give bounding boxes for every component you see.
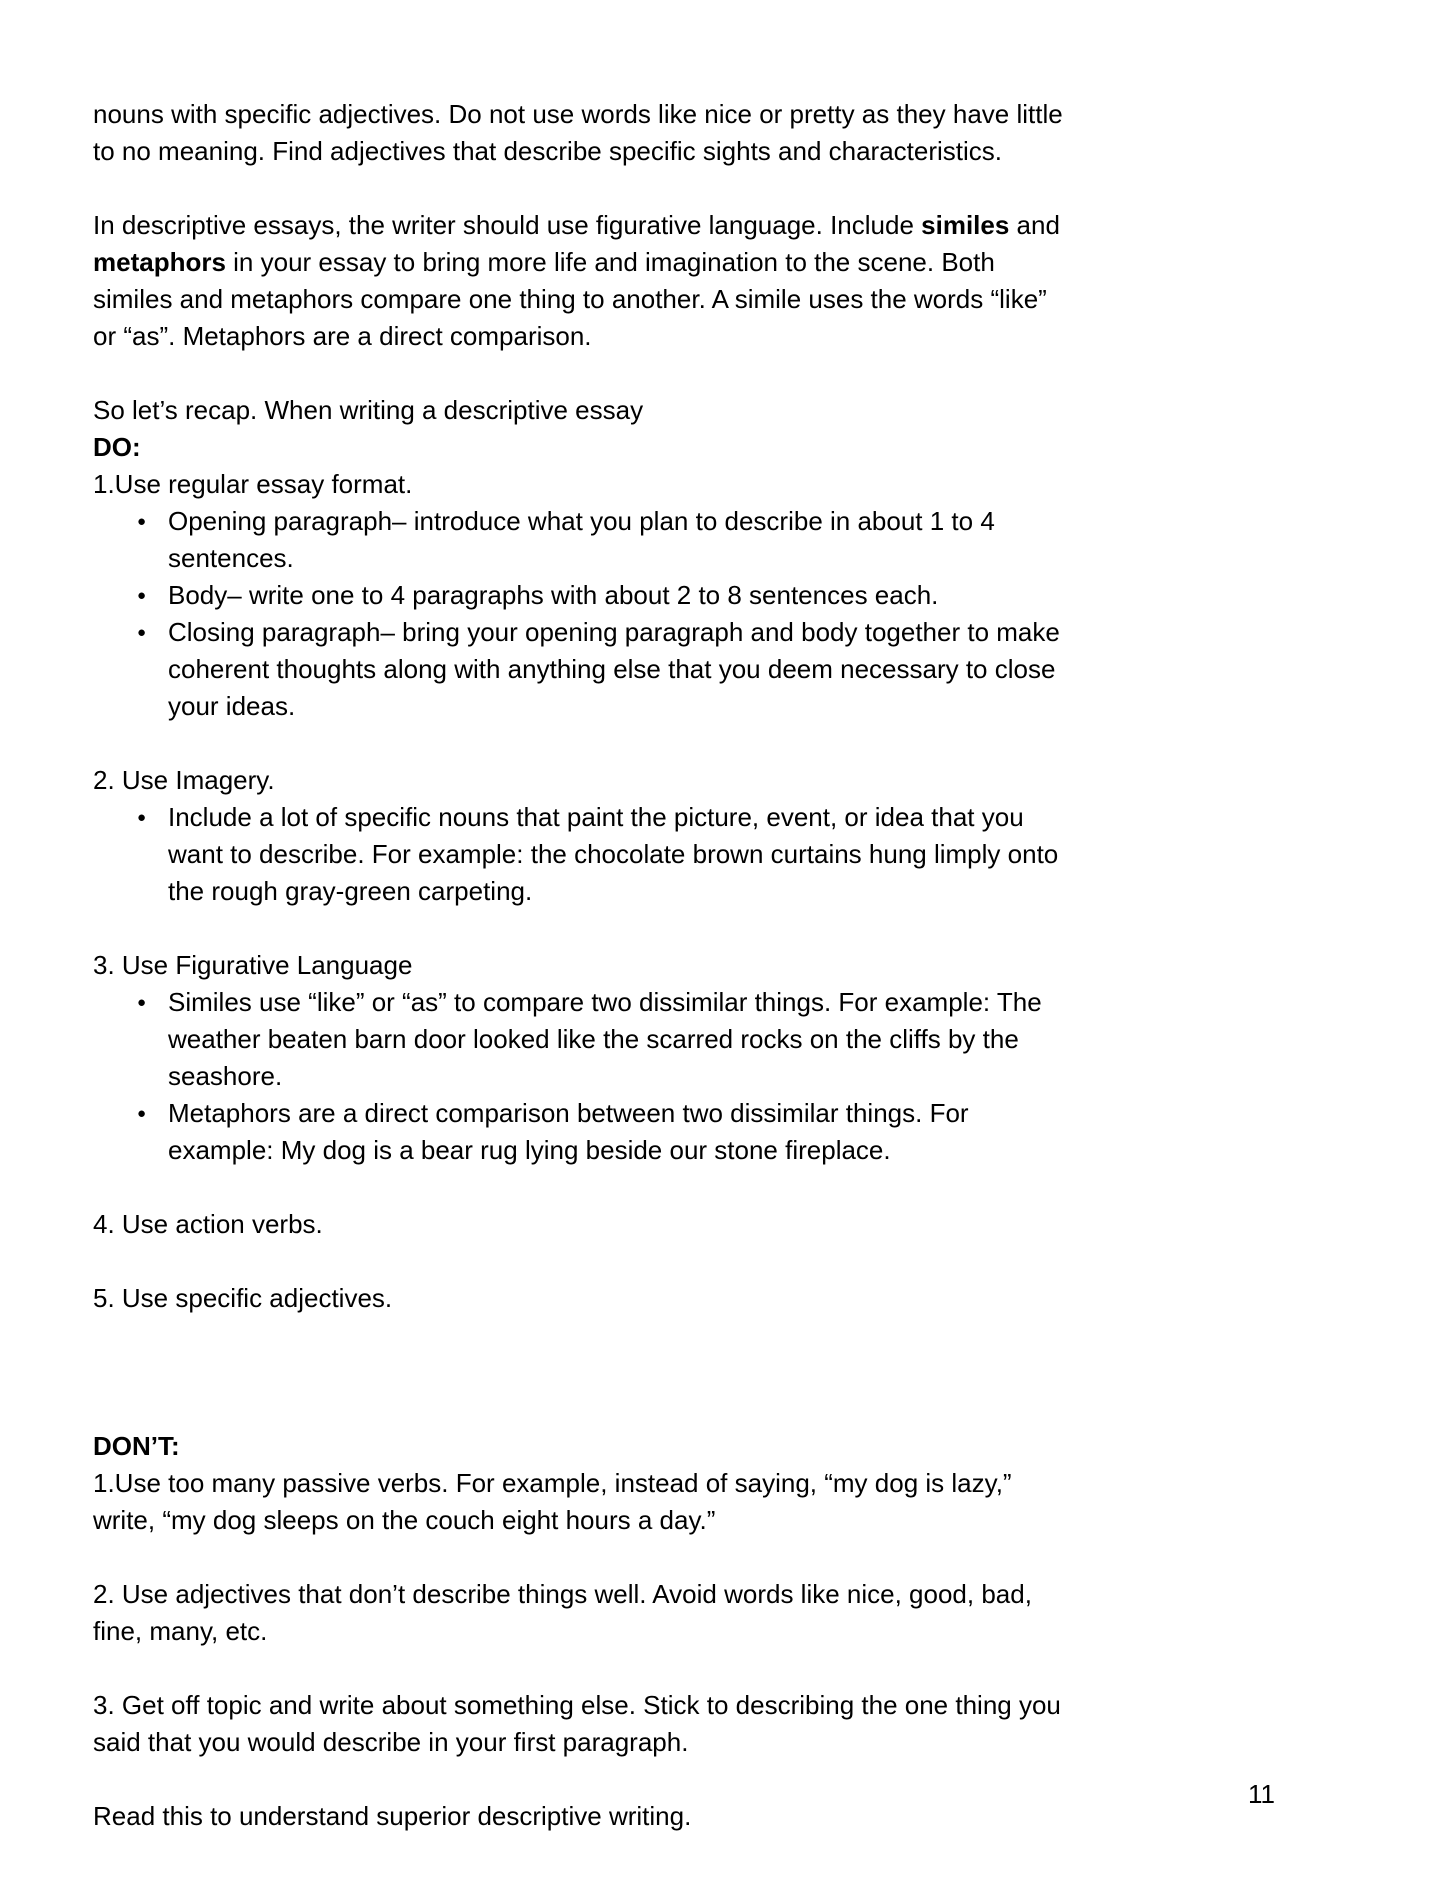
list-item: ● Opening paragraph– introduce what you plan to describe in about 1 to 4 sentences. <box>93 503 1068 577</box>
list-item: ● Body– write one to 4 paragraphs with about 2 to 8 sentences each. <box>93 577 1068 614</box>
bold-word-metaphors: metaphors <box>93 247 226 277</box>
do-item-1: 1.Use regular essay format. <box>93 469 413 499</box>
list-item: ● Similes use “like” or “as” to compare two dissimilar things. For example: The weather beaten barn door looked like the scarred rocks on the cliffs by the seashore. <box>93 984 1068 1095</box>
recap-intro-line: So let’s recap. When writing a descriptive essay <box>93 395 644 425</box>
do-item-4: 4. Use action verbs. <box>93 1209 323 1239</box>
dont-item-3: 3. Get off topic and write about something else. Stick to describing the one thing you said that you would describe in your first paragraph. <box>93 1690 1061 1757</box>
list-item: ● Closing paragraph– bring your opening paragraph and body together to make coherent thoughts along with anything else that you deem necessary to close your ideas. <box>93 614 1068 725</box>
text-segment: In descriptive essays, the writer should use figurative language. Include <box>93 210 922 240</box>
do-item-3-bullet-list <box>93 984 1068 1169</box>
text-segment: and <box>1009 210 1060 240</box>
page-number: 11 <box>1248 1779 1275 1809</box>
do-item-1-bullet-list <box>93 503 1068 725</box>
paragraph-figurative-language <box>93 207 1068 355</box>
bold-word-similes: similes <box>921 210 1010 240</box>
list-item: ● Metaphors are a direct comparison between two dissimilar things. For example: My dog is a bear rug lying beside our stone fireplace. <box>93 1095 1068 1169</box>
closing-line: Read this to understand superior descriptive writing. <box>93 1801 692 1831</box>
text-segment: in your essay to bring more life and imagination to the scene. Both similes and metaphors compare one thing to another. A simile uses the words “like” or “as”. Metaphors are a direct comparison. <box>93 247 1047 351</box>
do-item-2: 2. Use Imagery. <box>93 765 275 795</box>
paragraph-adjectives-continuation: nouns with specific adjectives. Do not use words like nice or pretty as they have little to no meaning. Find adjectives that describe specific sights and characteristics. <box>93 99 1063 166</box>
dont-heading: DON’T: <box>93 1431 180 1461</box>
list-item: ● Include a lot of specific nouns that paint the picture, event, or idea that you want to describe. For example: the chocolate brown curtains hung limply onto the rough gray-green carpeting. <box>93 799 1068 910</box>
dont-item-2: 2. Use adjectives that don’t describe things well. Avoid words like nice, good, bad, fine, many, etc. <box>93 1579 1032 1646</box>
do-item-2-bullet-list <box>93 799 1068 910</box>
do-item-5: 5. Use specific adjectives. <box>93 1283 393 1313</box>
do-item-3: 3. Use Figurative Language <box>93 950 413 980</box>
do-heading: DO: <box>93 432 141 462</box>
document-body <box>93 96 1068 1835</box>
dont-item-1: 1.Use too many passive verbs. For example, instead of saying, “my dog is lazy,” write, “my dog sleeps on the couch eight hours a day.” <box>93 1468 1012 1535</box>
